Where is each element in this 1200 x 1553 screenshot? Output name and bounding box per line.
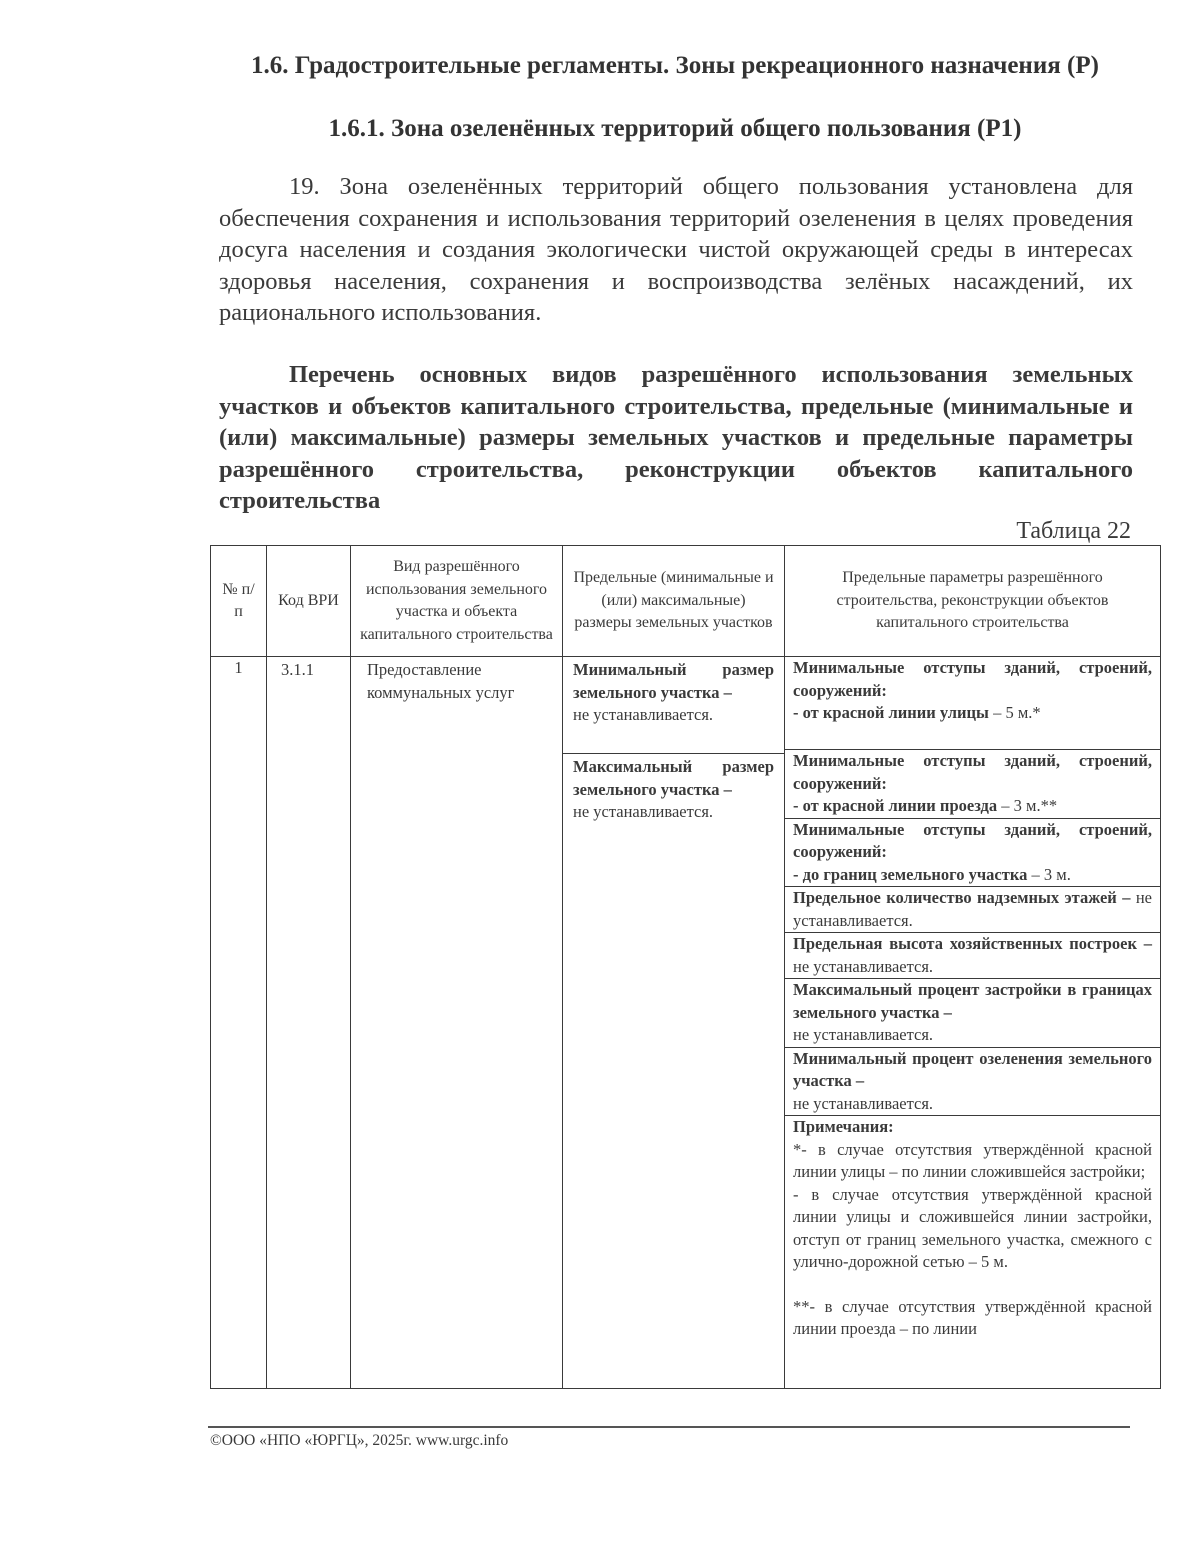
param-label: Минимальный процент озеленения земельного участка –	[793, 1048, 1152, 1090]
note-3: **- в случае отсутствия утверждённой красной линии проезда – по линии	[793, 1296, 1152, 1338]
header-params: Предельные параметры разрешённого строительства, реконструкции объектов капитального строительства	[785, 546, 1161, 657]
param-label: Минимальные отступы зданий, строений, сооружений:	[793, 819, 1152, 861]
table-header-row	[211, 546, 1161, 657]
param-value: – 3 м.	[1027, 864, 1071, 884]
notes-title: Примечания:	[793, 1117, 894, 1136]
param-label: Минимальные отступы зданий, строений, сооружений:	[793, 658, 1152, 700]
max-size-value: не устанавливается.	[573, 802, 714, 821]
params-list	[785, 657, 1160, 1341]
list-title: Перечень основных видов разрешённого использования земельных участков и объектов капитального строительства, предельные (минимальные и (или) максимальные) размеры земельных участков и предельные параметры разрешённого строительства, реконструкции объектов капитального строительства	[219, 361, 1133, 514]
min-size-value: не устанавливается.	[573, 705, 714, 724]
param-value: не устанавливается.	[793, 1093, 934, 1113]
table-row	[211, 657, 1161, 1389]
param-value: не устанавливается.	[793, 956, 934, 976]
param-value: не устанавливается.	[793, 1025, 934, 1044]
param-outbuilding-height	[785, 933, 1160, 979]
regulations-table	[210, 545, 1161, 1389]
param-greening-percent	[785, 1047, 1160, 1116]
row-sizes	[563, 657, 785, 1389]
param-label: Предельное количество надземных этажей –	[793, 888, 1131, 907]
param-label: Максимальный процент застройки в границах земельного участка –	[793, 980, 1152, 1022]
param-value: – 5 м.*	[988, 703, 1041, 722]
row-num: 1	[211, 657, 267, 1389]
subsection-heading: 1.6.1. Зона озеленённых территорий общего пользования (Р1)	[328, 115, 1022, 142]
min-size-block	[563, 657, 784, 754]
note-1: *- в случае отсутствия утверждённой красной линии улицы – по линии сложившейся застройки;	[793, 1139, 1152, 1181]
min-size-label: Минимальный размер земельного участка –	[573, 660, 774, 702]
row-code: 3.1.1	[267, 657, 351, 1389]
note-2: - в случае отсутствия утверждённой красной линии улицы и сложившейся линии застройки, отступ от границ земельного участка, смежного с улично-дорожной сетью – 5 м.	[793, 1184, 1152, 1271]
section-heading: 1.6. Градостроительные регламенты. Зоны рекреационного назначения (Р)	[251, 52, 1099, 79]
param-driveway-setback	[785, 750, 1160, 819]
param-line: - от красной линии проезда	[793, 796, 998, 815]
table-caption: Таблица 22	[1016, 518, 1131, 544]
header-num: № п/п	[211, 546, 267, 657]
param-notes	[785, 1116, 1160, 1341]
param-value: не устанавливается.	[793, 888, 1152, 930]
footer-divider	[208, 1426, 1130, 1428]
row-params	[785, 657, 1161, 1389]
header-code: Код ВРИ	[267, 546, 351, 657]
param-label: Предельная высота хозяйственных построек –	[793, 934, 1152, 953]
param-street-setback	[785, 657, 1160, 750]
header-sizes: Предельные (минимальные и (или) максимальные) размеры земельных участков	[563, 546, 785, 657]
row-kind: Предоставление коммунальных услуг	[351, 657, 563, 1389]
footer-copyright: ©ООО «НПО «ЮРГЦ», 2025г. www.urgc.info	[210, 1432, 509, 1449]
max-size-block	[563, 754, 784, 826]
max-size-label: Максимальный размер земельного участка –	[573, 757, 774, 799]
param-building-percent	[785, 979, 1160, 1048]
param-line: - от красной линии улицы	[793, 703, 989, 722]
param-floors	[785, 887, 1160, 933]
param-boundary-setback	[785, 818, 1160, 887]
param-label: Минимальные отступы зданий, строений, сооружений:	[793, 751, 1152, 793]
zone-description-paragraph: 19. Зона озеленённых территорий общего пользования установлена для обеспечения сохранения и использования территорий озеленения в целях проведения досуга населения и создания экологически чистой окружающей среды в интересах здоровья населения, сохранения и воспроизводства зелёных насаждений, их рационального использования.	[219, 173, 1133, 326]
param-line: - до границ земельного участка	[793, 864, 1028, 884]
param-value: – 3 м.**	[997, 796, 1058, 815]
header-kind: Вид разрешённого использования земельного участка и объекта капитального строительства	[351, 546, 563, 657]
